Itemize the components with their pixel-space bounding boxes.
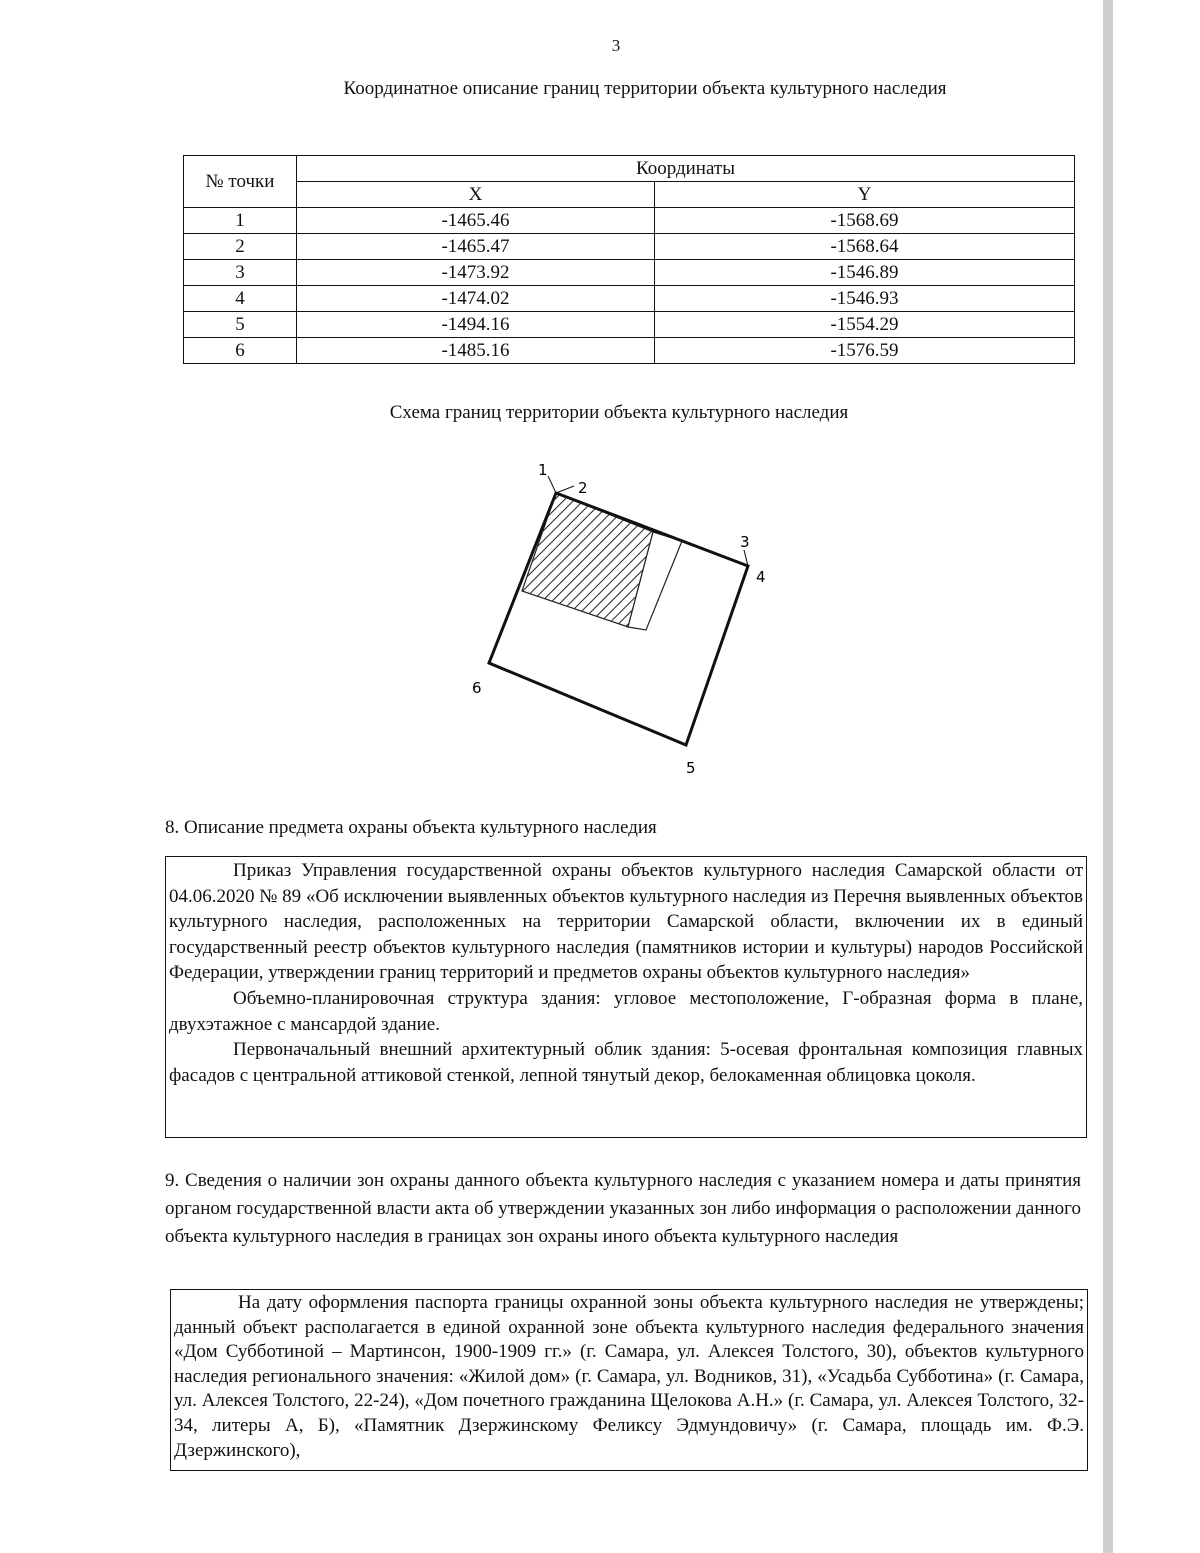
- table-row: [184, 260, 1075, 286]
- cell-point-number: 2: [184, 234, 297, 260]
- cell-y: -1554.29: [655, 312, 1075, 338]
- cell-y: -1546.93: [655, 286, 1075, 312]
- cell-point-number: 5: [184, 312, 297, 338]
- table-row: [184, 286, 1075, 312]
- scheme-title: Схема границ территории объекта культурного наследия: [389, 402, 849, 423]
- cell-point-number: 3: [184, 260, 297, 286]
- cell-y: -1576.59: [655, 338, 1075, 364]
- cell-x: -1485.16: [297, 338, 655, 364]
- point-label-1: 1: [538, 461, 548, 479]
- section-8-paragraph: Первоначальный внешний архитектурный облик здания: 5-осевая фронтальная композиция главных фасадов с центральной аттиковой стенкой, лепной тянутый декор, белокаменная облицовка цоколя.: [169, 1039, 1083, 1086]
- point-label-3: 3: [740, 533, 750, 551]
- section-8-paragraph: Приказ Управления государственной охраны объектов культурного наследия Самарской области от 04.06.2020 № 89 «Об исключении выявленных объектов культурного наследия из Перечня выявленных объектов культурного наследия, расположенных на территории Самарской области, включении их в единый государственный реестр объектов культурного наследия (памятников истории и культуры) народов Российской Федерации, утверждении границ территорий и предметов охраны объектов культурного наследия»: [169, 860, 1083, 984]
- leader-line: [548, 476, 556, 493]
- section-9-box: [170, 1289, 1088, 1471]
- cell-x: -1474.02: [297, 286, 655, 312]
- cell-x: -1465.47: [297, 234, 655, 260]
- table-row: [184, 234, 1075, 260]
- point-label-2: 2: [578, 479, 588, 497]
- cell-point-number: 6: [184, 338, 297, 364]
- header-coordinates: Координаты: [297, 156, 1075, 182]
- point-label-5: 5: [686, 759, 696, 777]
- scan-edge: [1103, 0, 1113, 1553]
- section-8-paragraph: Объемно-планировочная структура здания: угловое местоположение, Г-образная форма в плане, двухэтажное с мансардой здание.: [169, 987, 1083, 1035]
- table-row: [184, 208, 1075, 234]
- cell-y: -1546.89: [655, 260, 1075, 286]
- header-x: X: [297, 182, 655, 208]
- cell-point-number: 1: [184, 208, 297, 234]
- coordinates-table: [183, 155, 1075, 364]
- section-9-heading: 9. Сведения о наличии зон охраны данного объекта культурного наследия с указанием номера и даты принятия органом государственной власти акта об утверждении указанных зон либо информация о расположении данного объекта культурного наследия в границах зон охраны иного объекта культурного наследия: [165, 1170, 1081, 1247]
- cell-x: -1465.46: [297, 208, 655, 234]
- leader-line: [556, 486, 574, 493]
- cell-y: -1568.64: [655, 234, 1075, 260]
- header-point-number: № точки: [184, 156, 297, 208]
- page-number: 3: [611, 36, 621, 55]
- section-8-heading: 8. Описание предмета охраны объекта культурного наследия: [165, 817, 657, 838]
- table-row: [184, 338, 1075, 364]
- section-8-box: [165, 856, 1087, 1138]
- point-label-4: 4: [756, 568, 766, 586]
- header-y: Y: [655, 182, 1075, 208]
- boundary-scheme: [460, 455, 800, 785]
- coordinates-title: Координатное описание границ территории объекта культурного наследия: [343, 78, 947, 99]
- section-9-paragraph: На дату оформления паспорта границы охранной зоны объекта культурного наследия не утверждены; данный объект располагается в единой охранной зоне объекта культурного наследия федерального значения «Дом Субботиной – Мартинсон, 1900-1909 гг.» (г. Самара, ул. Алексея Толстого, 30), объектов культурного наследия регионального значения: «Жилой дом» (г. Самара, ул. Водников, 31), «Усадьба Субботина» (г. Самара, ул. Алексея Толстого, 22-24), «Дом почетного гражданина Щелокова А.Н.» (г. Самара, ул. Алексея Толстого, 32-34, литеры А, Б), «Памятник Дзержинскому Феликсу Эдмундовичу» (г. Самара, площадь им. Ф.Э. Дзержинского),: [174, 1292, 1084, 1461]
- cell-point-number: 4: [184, 286, 297, 312]
- cell-y: -1568.69: [655, 208, 1075, 234]
- point-label-6: 6: [472, 679, 482, 697]
- table-row: [184, 312, 1075, 338]
- cell-x: -1494.16: [297, 312, 655, 338]
- cell-x: -1473.92: [297, 260, 655, 286]
